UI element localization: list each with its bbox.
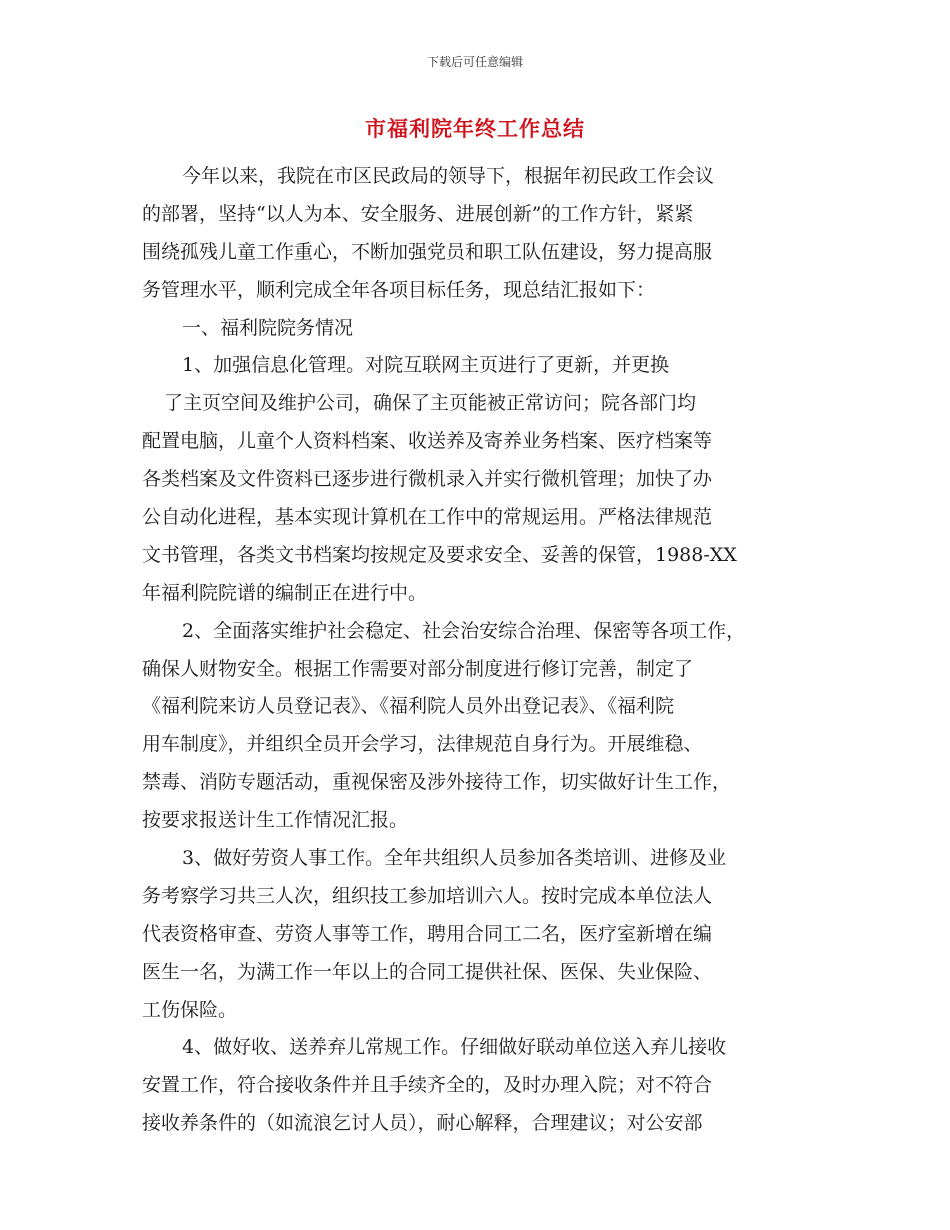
- paragraph-line: 1、加强信息化管理。对院互联网主页进行了更新，并更换: [182, 354, 670, 377]
- paragraph-line: 2、全面落实维护社会稳定、社会治安综合治理、保密等各项工作，: [182, 619, 746, 642]
- paragraph-line: 医生一名，为满工作一年以上的合同工提供社保、医保、失业保险、: [142, 960, 713, 983]
- paragraph-line: 公自动化进程，基本实现计算机在工作中的常规运用。严格法律规范: [142, 506, 713, 529]
- paragraph-line: 代表资格审查、劳资人事等工作，聘用合同工二名，医疗室新增在编: [142, 922, 713, 945]
- paragraph-line: 确保人财物安全。根据工作需要对部分制度进行修订完善，制定了: [142, 657, 694, 680]
- paragraph-line: 工伤保险。: [142, 998, 238, 1021]
- header-note: 下载后可任意编辑: [426, 55, 523, 69]
- paragraph-line: 配置电脑，儿童个人资料档案、收送养及寄养业务档案、医疗档案等: [142, 430, 713, 453]
- document-title: 市福利院年终工作总结: [365, 117, 585, 141]
- paragraph-line: 各类档案及文件资料已逐步进行微机录入并实行微机管理；加快了办: [142, 468, 713, 491]
- paragraph-line: 围绕孤残儿童工作重心，不断加强党员和职工队伍建设，努力提高服: [142, 240, 713, 263]
- paragraph-line: 4、做好收、送养弃儿常规工作。仔细做好联动单位送入弃儿接收: [182, 1036, 727, 1059]
- paragraph-line: 接收养条件的（如流浪乞讨人员），耐心解释，合理建议；对公安部: [142, 1112, 703, 1135]
- paragraph-line: 的部署，坚持“以人为本、安全服务、进展创新”的工作方针，紧紧: [142, 202, 694, 225]
- paragraph-line: 用车制度》，并组织全员开会学习，法律规范自身行为。开展维稳、: [142, 733, 703, 756]
- paragraph-line: 务管理水平，顺利完成全年各项目标任务，现总结汇报如下：: [142, 278, 656, 301]
- paragraph-line: 按要求报送计生工作情况汇报。: [142, 809, 409, 832]
- document-body: [142, 158, 822, 1143]
- section-heading: 一、福利院院务情况: [182, 316, 354, 339]
- paragraph-line: 务考察学习共三人次，组织技工参加培训六人。按时完成本单位法人: [142, 884, 713, 907]
- paragraph-line: 3、做好劳资人事工作。全年共组织人员参加各类培训、进修及业: [182, 847, 727, 870]
- paragraph-line: 年福利院院谱的编制正在进行中。: [142, 581, 428, 604]
- paragraph-line: 安置工作，符合接收条件并且手续齐全的，及时办理入院；对不符合: [142, 1074, 713, 1097]
- paragraph-line: 今年以来，我院在市区民政局的领导下，根据年初民政工作会议: [182, 165, 715, 187]
- paragraph-line: 文书管理，各类文书档案均按规定及要求安全、妥善的保管，1988-XX: [142, 543, 737, 566]
- paragraph-line: 《福利院来访人员登记表》、《福利院人员外出登记表》、《福利院: [142, 695, 675, 718]
- paragraph-line: 了主页空间及维护公司，确保了主页能被正常访问；院各部门均: [164, 392, 697, 415]
- paragraph-line: 禁毒、消防专题活动，重视保密及涉外接待工作，切实做好计生工作，: [142, 771, 732, 794]
